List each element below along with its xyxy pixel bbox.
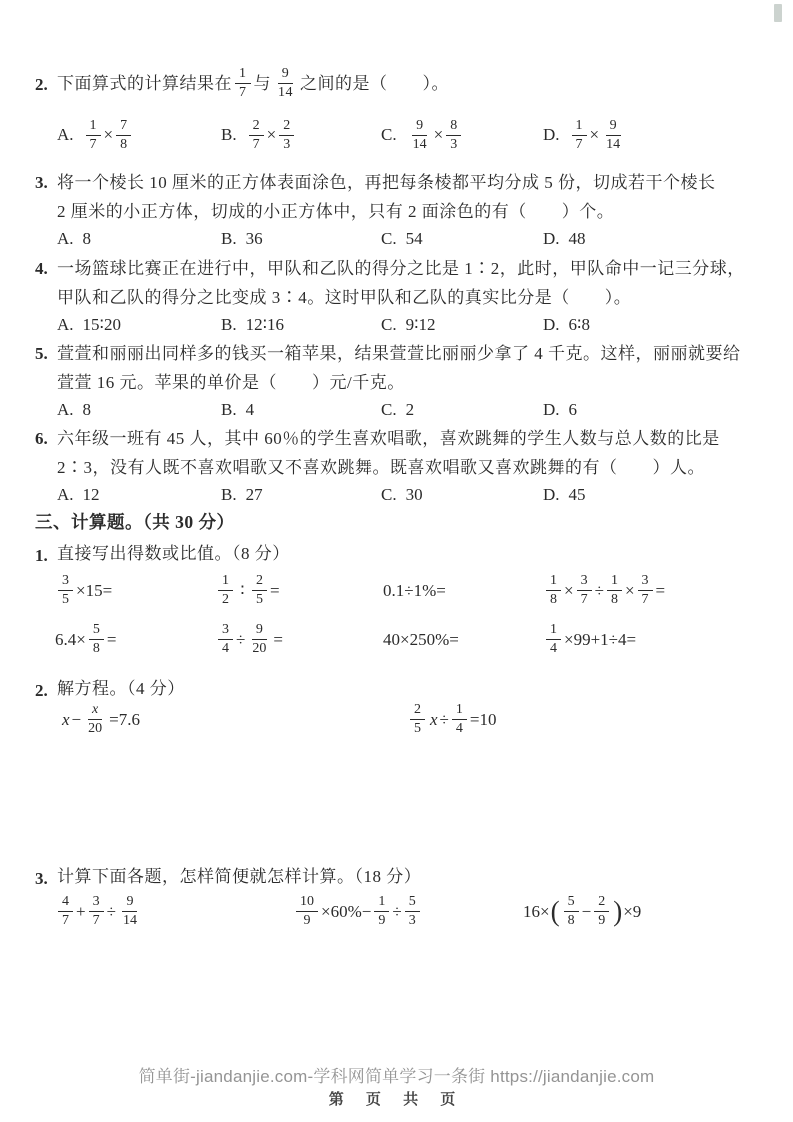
option-D (543, 119, 773, 152)
math-text: 48 (568, 229, 586, 248)
math-expression (383, 630, 543, 650)
math-text: = (655, 580, 666, 600)
fraction (218, 574, 233, 607)
denominator: 2 (222, 592, 229, 607)
numerator: 2 (252, 574, 267, 591)
math-text: ÷ (106, 901, 116, 921)
option-label: B. (221, 400, 237, 419)
question-3-stem (0, 168, 793, 226)
math-text: 萱萱 16 元。苹果的单价是（ ）元/千克。 (57, 373, 405, 392)
math-expression (55, 574, 215, 607)
numerator: 8 (446, 119, 461, 136)
calc-direct-text: 直接写出得数或比值。（8 分） (57, 544, 290, 563)
math-text: 之间的是（ ）。 (300, 73, 449, 93)
math-text: ×15= (76, 580, 113, 600)
fraction (116, 119, 131, 152)
fraction (218, 623, 233, 656)
footer-page-number: 第 页 共 页 (328, 1091, 465, 1108)
denominator: 8 (567, 913, 575, 928)
denominator: 7 (641, 592, 649, 607)
math-expression (407, 703, 775, 736)
math-text: 0.1÷1%= (383, 580, 446, 600)
math-text: − (581, 901, 592, 921)
stem-line (57, 197, 759, 226)
math-text: × (103, 125, 114, 144)
fraction (249, 119, 264, 152)
option-A (57, 485, 221, 505)
option-label: B. (221, 229, 237, 248)
math-expression (215, 623, 383, 656)
option-label: A. (57, 485, 74, 504)
math-text: 16× (523, 901, 550, 921)
option-label: A. (57, 229, 74, 248)
fraction (452, 703, 467, 736)
math-text: × (624, 580, 635, 600)
section-3-title: 三、计算题。（共 30 分） (35, 512, 235, 532)
math-text: 萱萱和丽丽出同样多的钱买一箱苹果，结果萱萱比丽丽少拿了 4 千克。这样，丽丽就要给 (57, 344, 741, 363)
math-text: = (273, 629, 283, 649)
fraction (405, 895, 420, 928)
fraction (86, 119, 101, 152)
fraction (638, 574, 653, 607)
denominator: 3 (450, 136, 458, 152)
option-A (57, 119, 221, 152)
math-text: 2 (405, 400, 415, 419)
question-4-stem (0, 254, 793, 312)
math-text: + (76, 901, 86, 921)
numerator: 5 (564, 895, 579, 912)
option-label: D. (543, 125, 560, 144)
denominator: 14 (122, 913, 137, 928)
option-A (57, 229, 221, 249)
math-text: 将一个棱长 10 厘米的正方体表面涂色，再把每条棱都平均分成 5 份，切成若干个棱长 (57, 173, 716, 192)
fraction (602, 119, 624, 152)
stem-line (57, 339, 759, 368)
stem-line (57, 168, 759, 197)
fraction (235, 67, 251, 100)
numerator: 2 (410, 703, 425, 720)
question-6 (0, 424, 793, 482)
fraction (572, 119, 587, 152)
math-expression (60, 703, 407, 736)
math-text: ÷ (439, 709, 449, 729)
fraction (296, 895, 318, 928)
math-text: × (589, 125, 600, 144)
math-text: ∶ (236, 580, 249, 600)
denominator: 5 (414, 721, 421, 736)
math-text: 15∶20 (82, 315, 121, 334)
numerator: 3 (58, 574, 73, 591)
numerator: 9 (252, 623, 267, 640)
fraction (279, 119, 294, 152)
option-label: B. (221, 485, 237, 504)
denominator: 20 (88, 721, 103, 736)
question-2-options (57, 112, 773, 158)
math-text: 六年级一班有 45 人，其中 60％的学生喜欢唱歌，喜欢跳舞的学生人数与总人数的比是 (57, 429, 720, 448)
stem-line (57, 62, 759, 104)
option-label: C. (381, 485, 397, 504)
math-text: 40×250%= (383, 629, 459, 649)
math-text: ×9 (623, 901, 642, 921)
math-text: 54 (405, 229, 423, 248)
math-text: 一场篮球比赛正在进行中，甲队和乙队的得分之比是 1∶2，此时，甲队命中一记三分球， (57, 259, 745, 278)
numerator: 7 (116, 119, 131, 136)
question-5 (0, 339, 793, 397)
math-text: 45 (568, 485, 586, 504)
option-label: B. (221, 315, 237, 334)
question-2-number: 2. (35, 75, 48, 94)
denominator: 5 (62, 592, 69, 607)
option-label: C. (381, 229, 397, 248)
option-label: D. (543, 400, 560, 419)
numerator: 1 (374, 895, 389, 912)
math-expression (215, 574, 383, 607)
denominator: 5 (255, 592, 263, 607)
option-label: A. (57, 400, 74, 419)
denominator: 8 (550, 592, 557, 607)
math-text: 甲队和乙队的得分之比变成 3∶4。这时甲队和乙队的真实比分是（ ）。 (57, 288, 632, 307)
denominator: 20 (252, 641, 267, 656)
option-C (381, 119, 543, 152)
fraction (374, 895, 389, 928)
option-label: C. (381, 125, 397, 144)
denominator: 7 (575, 136, 583, 152)
numerator: 9 (606, 119, 621, 136)
option-D (543, 400, 773, 420)
footer-site-link: 简单街-jiandanjie.com-学科网简单学习一条街 https://jiandanjie.com (138, 1067, 655, 1086)
math-text: 2∶3，没有人既不喜欢唱歌又不喜欢跳舞。既喜欢唱歌又喜欢跳舞的有（ ）人。 (57, 458, 705, 477)
denominator: 9 (303, 913, 311, 928)
denominator: 4 (550, 641, 557, 656)
stem-line (57, 424, 759, 453)
math-text: 6.4× (55, 629, 86, 649)
parenthesis: ) (613, 895, 623, 927)
numerator: 9 (122, 895, 137, 912)
denominator: 7 (92, 913, 100, 928)
question-4-options (57, 313, 773, 337)
math-text: 36 (245, 229, 263, 248)
fraction (248, 623, 270, 656)
question-4-number: 4. (35, 259, 48, 278)
math-text: 9∶12 (405, 315, 436, 334)
question-2-stem (0, 62, 793, 104)
numerator: 3 (638, 574, 653, 591)
denominator: 8 (120, 136, 128, 152)
math-text: × (433, 125, 444, 144)
variable: x (62, 709, 70, 729)
option-A (57, 315, 221, 335)
option-label: D. (543, 229, 560, 248)
math-text: − (71, 709, 82, 729)
denominator: 7 (89, 136, 97, 152)
option-C (381, 315, 543, 335)
math-text: 6 (568, 400, 578, 419)
denominator: 4 (455, 721, 463, 736)
solve-equations-text: 解方程。（4 分） (57, 679, 185, 698)
math-text: ÷ (236, 629, 246, 649)
fraction (564, 895, 579, 928)
simplify-label (0, 864, 793, 890)
math-text: 2 厘米的小正方体，切成的小正方体中，只有 2 面涂色的有（ ）个。 (57, 202, 615, 221)
numerator: 1 (607, 574, 622, 591)
question-5-options (57, 398, 773, 422)
option-A (57, 400, 221, 420)
simplify-expressions (55, 895, 775, 928)
question-6-number: 6. (35, 429, 48, 448)
math-text: 30 (405, 485, 423, 504)
option-label: C. (381, 315, 397, 334)
solve-equations-number: 2. (35, 681, 48, 700)
denominator: 9 (598, 913, 606, 928)
simplify-number: 3. (35, 869, 48, 888)
math-text: =7.6 (109, 709, 140, 729)
fraction (546, 574, 561, 607)
option-label: B. (221, 125, 237, 144)
numerator: 1 (235, 67, 251, 84)
math-text: =10 (469, 709, 497, 729)
numerator: 1 (546, 574, 561, 591)
numerator: 1 (546, 623, 561, 640)
calc-direct-row-1 (55, 574, 775, 607)
fraction (274, 67, 297, 100)
math-expression (523, 895, 775, 928)
stem-line (57, 453, 759, 482)
math-text: 8 (82, 400, 92, 419)
scan-artifact-mark (774, 4, 782, 22)
math-expression (293, 895, 523, 928)
numerator: 3 (89, 895, 104, 912)
math-expression (543, 574, 775, 607)
variable: x (430, 709, 438, 729)
numerator: 1 (452, 703, 467, 720)
math-text: 6∶8 (568, 315, 590, 334)
fraction (607, 574, 622, 607)
math-text: = (106, 629, 117, 649)
question-4 (0, 254, 793, 312)
option-label: C. (381, 400, 397, 419)
question-6-options (57, 483, 773, 507)
fraction (252, 574, 267, 607)
numerator: 1 (86, 119, 101, 136)
fraction (89, 623, 104, 656)
option-label: A. (57, 315, 74, 334)
question-2 (0, 62, 793, 104)
calc-direct-row-2 (55, 623, 775, 656)
math-text: ×99+1÷4= (564, 629, 637, 649)
numerator: 2 (594, 895, 609, 912)
math-text: ÷ (594, 580, 604, 600)
numerator: 10 (296, 895, 318, 912)
solve-equations-row (60, 703, 775, 736)
fraction (446, 119, 461, 152)
denominator: 14 (412, 136, 427, 152)
question-3-options (57, 227, 773, 251)
option-D (543, 315, 773, 335)
numerator: 2 (279, 119, 294, 136)
option-B (221, 315, 381, 335)
option-B (221, 229, 381, 249)
stem-line (57, 368, 759, 397)
option-D (543, 485, 773, 505)
denominator: 8 (92, 641, 100, 656)
math-text: ×60%− (321, 901, 372, 921)
math-text: 27 (245, 485, 263, 504)
math-expression (383, 581, 543, 601)
numerator: x (88, 703, 102, 720)
question-6-stem (0, 424, 793, 482)
solve-equations-label (0, 676, 793, 702)
option-label: D. (543, 485, 560, 504)
numerator: 3 (218, 623, 233, 640)
math-text: × (266, 125, 277, 144)
option-label: D. (543, 315, 560, 334)
option-label: A. (57, 125, 74, 144)
math-text: = (269, 580, 280, 600)
option-B (221, 400, 381, 420)
denominator: 8 (610, 592, 618, 607)
denominator: 9 (378, 913, 386, 928)
option-C (381, 400, 543, 420)
numerator: 9 (278, 67, 294, 84)
fraction (577, 574, 592, 607)
math-expression (55, 623, 215, 656)
fraction (410, 703, 425, 736)
stem-line (57, 283, 759, 312)
calc-direct-number: 1. (35, 546, 48, 565)
math-text: × (564, 580, 574, 600)
fraction (58, 895, 73, 928)
numerator: 2 (249, 119, 264, 136)
math-text: 下面算式的计算结果在 (57, 73, 232, 93)
math-expression (543, 623, 775, 656)
numerator: 1 (572, 119, 587, 136)
denominator: 14 (278, 84, 293, 100)
denominator: 7 (239, 84, 247, 100)
denominator: 7 (62, 913, 69, 928)
numerator: 3 (577, 574, 592, 591)
question-3-number: 3. (35, 173, 48, 192)
math-expression (55, 895, 293, 928)
question-3 (0, 168, 793, 226)
denominator: 14 (606, 136, 621, 152)
denominator: 7 (252, 136, 260, 152)
option-C (381, 229, 543, 249)
numerator: 4 (58, 895, 73, 912)
option-B (221, 485, 381, 505)
numerator: 9 (412, 119, 427, 136)
denominator: 4 (222, 641, 229, 656)
question-5-stem (0, 339, 793, 397)
stem-line (57, 254, 759, 283)
fraction (58, 574, 73, 607)
denominator: 7 (580, 592, 588, 607)
fraction (89, 895, 104, 928)
math-text: 与 (253, 73, 271, 93)
denominator: 3 (283, 136, 291, 152)
math-text: 12∶16 (245, 315, 285, 334)
numerator: 1 (218, 574, 233, 591)
option-C (381, 485, 543, 505)
calc-direct-label (0, 541, 793, 567)
fraction (84, 703, 106, 736)
math-text: 12 (82, 485, 100, 504)
option-D (543, 229, 773, 249)
denominator: 3 (408, 913, 416, 928)
question-5-number: 5. (35, 344, 48, 363)
simplify-text: 计算下面各题，怎样简便就怎样计算。（18 分） (57, 867, 422, 886)
math-text: 8 (82, 229, 92, 248)
fraction (546, 623, 561, 656)
numerator: 5 (405, 895, 420, 912)
math-text: 4 (245, 400, 255, 419)
option-B (221, 119, 381, 152)
fraction (119, 895, 141, 928)
fraction (594, 895, 609, 928)
parenthesis: ( (550, 895, 560, 927)
fraction (409, 119, 431, 152)
math-text: ÷ (392, 901, 402, 921)
numerator: 5 (89, 623, 104, 640)
